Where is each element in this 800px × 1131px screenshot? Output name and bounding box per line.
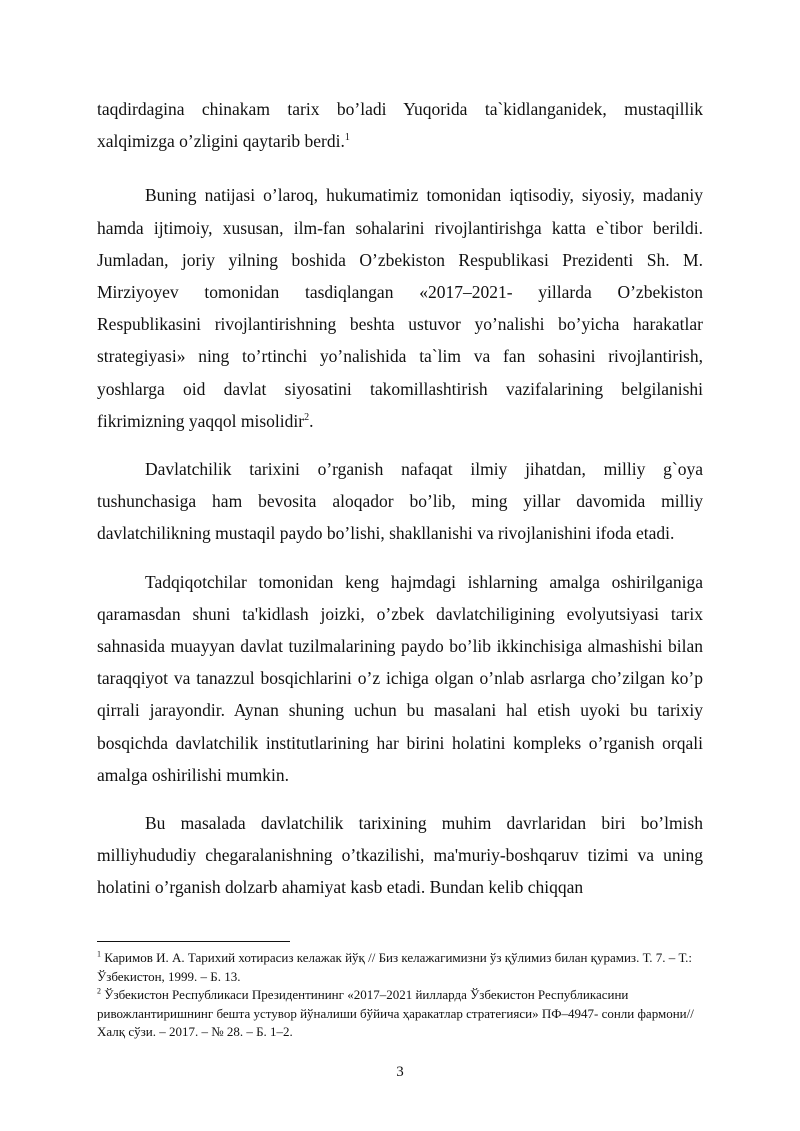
footnote-separator [97, 941, 290, 942]
footnote-2-text: Ўзбекистон Республикаси Президентининг «2017–2021 йилларда Ўзбекистон Республикасини ривожлантиришнинг бешта устувор йўналиши бўйича ҳаракатлар стратегияси» ПФ–4947- сонли фармони// Халқ сўзи. – 2017. – № 28. – Б. 1–2. [97, 987, 694, 1040]
footnote-1-marker: 1 [97, 949, 101, 959]
footnote-1-text: Каримов И. А. Тарихий хотирасиз келажак йўқ // Биз келажагимизни ўз қўлимиз билан қурамиз. Т. 7. – Т.: Ўзбекистон, 1999. – Б. 13. [97, 950, 692, 984]
paragraph-3-text: Davlatchilik tarixini o’rganish nafaqat ilmiy jihatdan, milliy g`oya tushunchasiga ham bevosita aloqador bo’lib, ming yillar davomida milliy davlatchilikning mustaqil paydo bo’lishi, shakllanishi va rivojlanishini ifoda etadi. [97, 459, 703, 544]
footnote-2-marker: 2 [97, 986, 101, 996]
paragraph-2-tail: . [309, 410, 314, 431]
paragraph-2 [97, 179, 703, 437]
footnote-2 [97, 986, 703, 1042]
paragraph-5-text: Bu masalada davlatchilik tarixining muhim davrlaridan biri bo’lmish milliyhududiy chegaralanishning o’tkazilishi, ma'muriy-boshqaruv tizimi va uning holatini o’rganish dolzarb ahamiyat kasb etadi. Bundan kelib chiqqan [97, 813, 703, 898]
paragraph-5 [97, 807, 703, 904]
paragraph-2-text: Buning natijasi o’laroq, hukumatimiz tomonidan iqtisodiy, siyosiy, madaniy hamda ijtimoiy, xususan, ilm-fan sohalarini rivojlantirishga katta e`tibor berildi. Jumladan, joriy yilning boshida O’zbekiston Respublikasi Prezidenti Sh. M. Mirziyoyev tomonidan tasdiqlangan «2017–2021- yillarda O’zbekiston Respublikasini rivojlantirishning beshta ustuvor yo’nalishi bo’yicha harakatlar strategiyasi» ning to’rtinchi yo’nalishida ta`lim va fan sohasini rivojlantirish, yoshlarga oid davlat siyosatini takomillashtirish vazifalarining belgilanishi fikrimizning yaqqol misolidir [97, 185, 703, 431]
paragraph-1-text: taqdirdagina chinakam tarix bo’ladi Yuqorida ta`kidlanganidek, mustaqillik xalqimizga o’zligini qaytarib berdi. [97, 99, 703, 152]
footnote-1 [97, 949, 703, 986]
footnote-ref-2[interactable]: 2 [304, 412, 310, 423]
paragraph-3 [97, 453, 703, 550]
footnote-ref-1[interactable]: 1 [344, 132, 350, 144]
paragraph-4-text: Tadqiqotchilar tomonidan keng hajmdagi ishlarning amalga oshirilganiga qaramasdan shuni ta'kidlash joizki, o’zbek davlatchiligining evolyutsiyasi tarix sahnasida muayyan davlat tuzilmalarining paydo bo’lib ikkinchisiga almashishi bilan taraqqiyot va tanazzul bosqichlarini o’z ichiga olgan o’nlab asrlarga cho’zilgan ko’p qirrali jarayondir. Aynan shuning uchun bu masalani hal etish uyoki bu tarixiy bosqichda davlatchilik institutlarining har birini holatini kompleks o’rganish orqali amalga oshirilishi mumkin. [97, 571, 703, 785]
page-number: 3 [396, 1064, 404, 1080]
footnotes [97, 949, 703, 1042]
paragraph-1 [97, 93, 703, 157]
page-body [97, 93, 703, 920]
paragraph-4 [97, 566, 703, 791]
